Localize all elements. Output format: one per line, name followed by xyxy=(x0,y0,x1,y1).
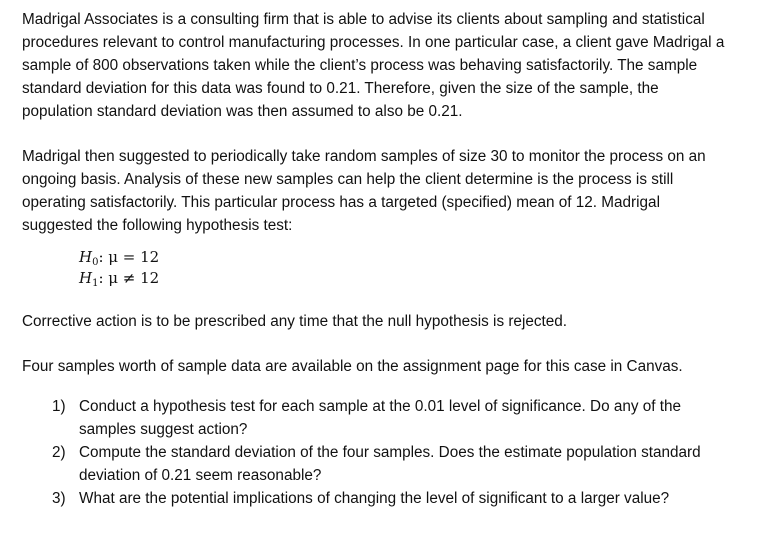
corrective-paragraph xyxy=(22,310,766,333)
hypothesis-statement: : μ = 12 xyxy=(98,248,160,266)
question-item xyxy=(52,395,766,441)
document xyxy=(22,8,766,526)
question-list xyxy=(52,395,766,510)
hypothesis-subscript: 1 xyxy=(92,278,99,289)
samples-paragraph xyxy=(22,355,766,378)
text-line: suggested the following hypothesis test: xyxy=(22,217,293,234)
text-line: Four samples worth of sample data are available on the assignment page for this case in Canvas. xyxy=(22,358,683,375)
text-line: ongoing basis. Analysis of these new samples can help the client determine is the process is still xyxy=(22,171,674,188)
question-number: 2) xyxy=(52,444,66,461)
question-text: samples suggest action? xyxy=(79,421,248,438)
hypothesis-symbol: H xyxy=(79,269,93,287)
question-item xyxy=(52,487,766,510)
null-hypothesis xyxy=(79,247,766,268)
hypothesis-block xyxy=(79,247,766,289)
question-text: deviation of 0.21 seem reasonable? xyxy=(79,467,322,484)
hypothesis-subscript: 0 xyxy=(92,257,99,268)
text-line: operating satisfactorily. This particular process has a targeted (specified) mean of 12. Madrigal xyxy=(22,194,660,211)
hypothesis-symbol: H xyxy=(79,248,93,266)
question-number: 3) xyxy=(52,490,66,507)
question-item xyxy=(52,441,766,487)
text-line: population standard deviation was then assumed to also be 0.21. xyxy=(22,103,463,120)
text-line: procedures relevant to control manufacturing processes. In one particular case, a client gave Madrigal a xyxy=(22,34,725,51)
question-text: What are the potential implications of changing the level of significant to a larger value? xyxy=(79,490,670,507)
question-text: Conduct a hypothesis test for each sample at the 0.01 level of significance. Do any of the xyxy=(79,398,682,415)
intro-paragraph xyxy=(22,8,766,123)
text-line: Madrigal then suggested to periodically take random samples of size 30 to monitor the process on an xyxy=(22,148,706,165)
question-text: Compute the standard deviation of the four samples. Does the estimate population standard xyxy=(79,444,701,461)
text-line: standard deviation for this data was found to 0.21. Therefore, given the size of the sample, the xyxy=(22,80,659,97)
alternative-hypothesis xyxy=(79,268,766,289)
suggestion-paragraph xyxy=(22,145,766,237)
text-line: Madrigal Associates is a consulting firm that is able to advise its clients about sampling and statistical xyxy=(22,11,705,28)
question-number: 1) xyxy=(52,398,66,415)
hypothesis-statement: : μ ≠ 12 xyxy=(98,269,160,287)
text-line: sample of 800 observations taken while the client’s process was behaving satisfactorily. The sample xyxy=(22,57,698,74)
text-line: Corrective action is to be prescribed any time that the null hypothesis is rejected. xyxy=(22,313,568,330)
